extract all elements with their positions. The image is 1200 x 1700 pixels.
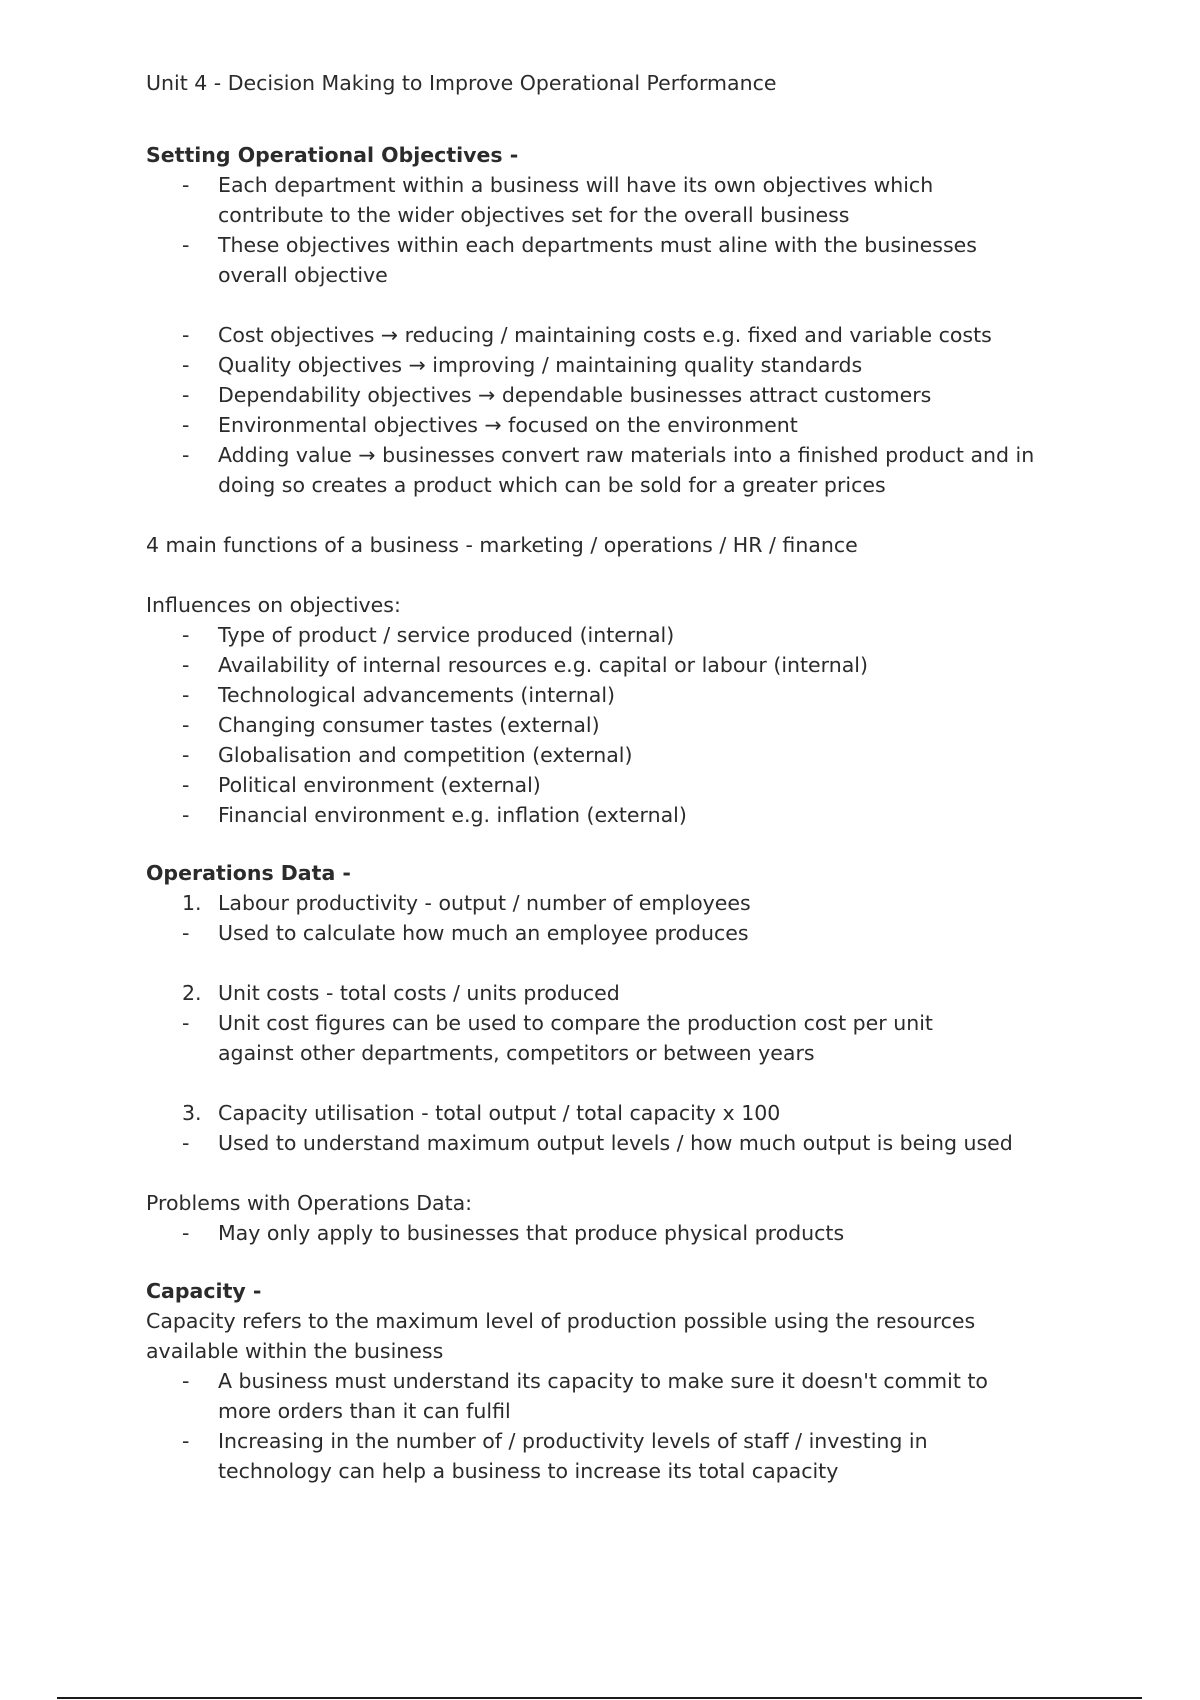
list-item-text: May only apply to businesses that produce physical products (218, 1221, 845, 1245)
dash-marker: - (182, 743, 190, 767)
bottom-rule (57, 1697, 1142, 1699)
dash-marker: - (182, 653, 190, 677)
list-item (146, 320, 1066, 350)
list-item-text: Each department within a business will have its own objectives which contribute to the wider objectives set for the overall business (218, 173, 934, 227)
dash-marker: - (182, 413, 190, 437)
number-marker: 2. (182, 981, 202, 1005)
dash-marker: - (182, 383, 190, 407)
list-item (146, 680, 1066, 710)
list-item (146, 740, 1066, 770)
list-item-text: Adding value → businesses convert raw materials into a finished product and in doing so creates a product which can be sold for a greater prices (218, 443, 1035, 497)
metric-formula (146, 978, 1066, 1008)
number-marker: 3. (182, 1101, 202, 1125)
list-item (146, 1366, 1066, 1426)
list-item (146, 710, 1066, 740)
list-item (146, 1218, 1066, 1248)
metric-note (146, 1008, 1066, 1068)
list-item (146, 800, 1066, 830)
metric-note (146, 1128, 1066, 1158)
list-item-text: Political environment (external) (218, 773, 541, 797)
list-item-text: Changing consumer tastes (external) (218, 713, 600, 737)
dash-marker: - (182, 921, 190, 945)
dash-marker: - (182, 1429, 190, 1453)
influences-label: Influences on objectives: (146, 593, 401, 617)
metric-formula (146, 1098, 1066, 1128)
list-item-text: Dependability objectives → dependable businesses attract customers (218, 383, 932, 407)
dash-marker: - (182, 173, 190, 197)
heading-setting-objectives: Setting Operational Objectives - (146, 143, 519, 167)
list-item (146, 170, 1066, 230)
list-item (146, 410, 1066, 440)
list-item (146, 1426, 1066, 1486)
operations-metric-3 (146, 1098, 1066, 1158)
list-item (146, 650, 1066, 680)
list-item (146, 380, 1066, 410)
dash-marker: - (182, 1011, 190, 1035)
list-item-text: Cost objectives → reducing / maintaining costs e.g. fixed and variable costs (218, 323, 992, 347)
capacity-definition: Capacity refers to the maximum level of production possible using the resources available within the business (146, 1309, 976, 1363)
metric-formula-text: Labour productivity - output / number of employees (218, 891, 751, 915)
list-item (146, 440, 1066, 500)
metric-note-text: Used to calculate how much an employee produces (218, 921, 749, 945)
heading-capacity: Capacity - (146, 1279, 262, 1303)
influences-list (146, 620, 1066, 830)
operations-metric-2 (146, 978, 1066, 1068)
problems-list (146, 1218, 1066, 1248)
objective-types-list (146, 320, 1066, 500)
list-item-text: Increasing in the number of / productivity levels of staff / investing in technology can help a business to increase its total capacity (218, 1429, 928, 1483)
dash-marker: - (182, 1131, 190, 1155)
list-item-text: Financial environment e.g. inflation (external) (218, 803, 687, 827)
heading-operations-data: Operations Data - (146, 861, 351, 885)
number-marker: 1. (182, 891, 202, 915)
dash-marker: - (182, 353, 190, 377)
metric-note (146, 918, 1066, 948)
list-item-text: A business must understand its capacity to make sure it doesn't commit to more orders than it can fulfil (218, 1369, 988, 1423)
problems-label: Problems with Operations Data: (146, 1191, 473, 1215)
dash-marker: - (182, 713, 190, 737)
dash-marker: - (182, 443, 190, 467)
list-item-text: Type of product / service produced (internal) (218, 623, 675, 647)
list-item-text: Availability of internal resources e.g. capital or labour (internal) (218, 653, 868, 677)
list-item-text: Technological advancements (internal) (218, 683, 616, 707)
document-page (146, 68, 1066, 1486)
dash-marker: - (182, 773, 190, 797)
list-item (146, 620, 1066, 650)
dash-marker: - (182, 233, 190, 257)
objectives-intro-list (146, 170, 1066, 290)
list-item (146, 770, 1066, 800)
metric-formula-text: Unit costs - total costs / units produced (218, 981, 620, 1005)
dash-marker: - (182, 1369, 190, 1393)
functions-line: 4 main functions of a business - marketing / operations / HR / finance (146, 533, 858, 557)
list-item-text: Quality objectives → improving / maintaining quality standards (218, 353, 863, 377)
capacity-list (146, 1366, 1066, 1486)
dash-marker: - (182, 683, 190, 707)
operations-metric-1 (146, 888, 1066, 948)
list-item (146, 230, 1066, 290)
dash-marker: - (182, 623, 190, 647)
dash-marker: - (182, 1221, 190, 1245)
metric-formula-text: Capacity utilisation - total output / total capacity x 100 (218, 1101, 781, 1125)
dash-marker: - (182, 803, 190, 827)
document-title: Unit 4 - Decision Making to Improve Operational Performance (146, 71, 777, 95)
dash-marker: - (182, 323, 190, 347)
metric-note-text: Used to understand maximum output levels / how much output is being used (218, 1131, 1013, 1155)
list-item-text: Globalisation and competition (external) (218, 743, 633, 767)
list-item (146, 350, 1066, 380)
metric-note-text: Unit cost figures can be used to compare the production cost per unit against other departments, competitors or between years (218, 1011, 933, 1065)
metric-formula (146, 888, 1066, 918)
list-item-text: Environmental objectives → focused on the environment (218, 413, 798, 437)
list-item-text: These objectives within each departments must aline with the businesses overall objective (218, 233, 977, 287)
